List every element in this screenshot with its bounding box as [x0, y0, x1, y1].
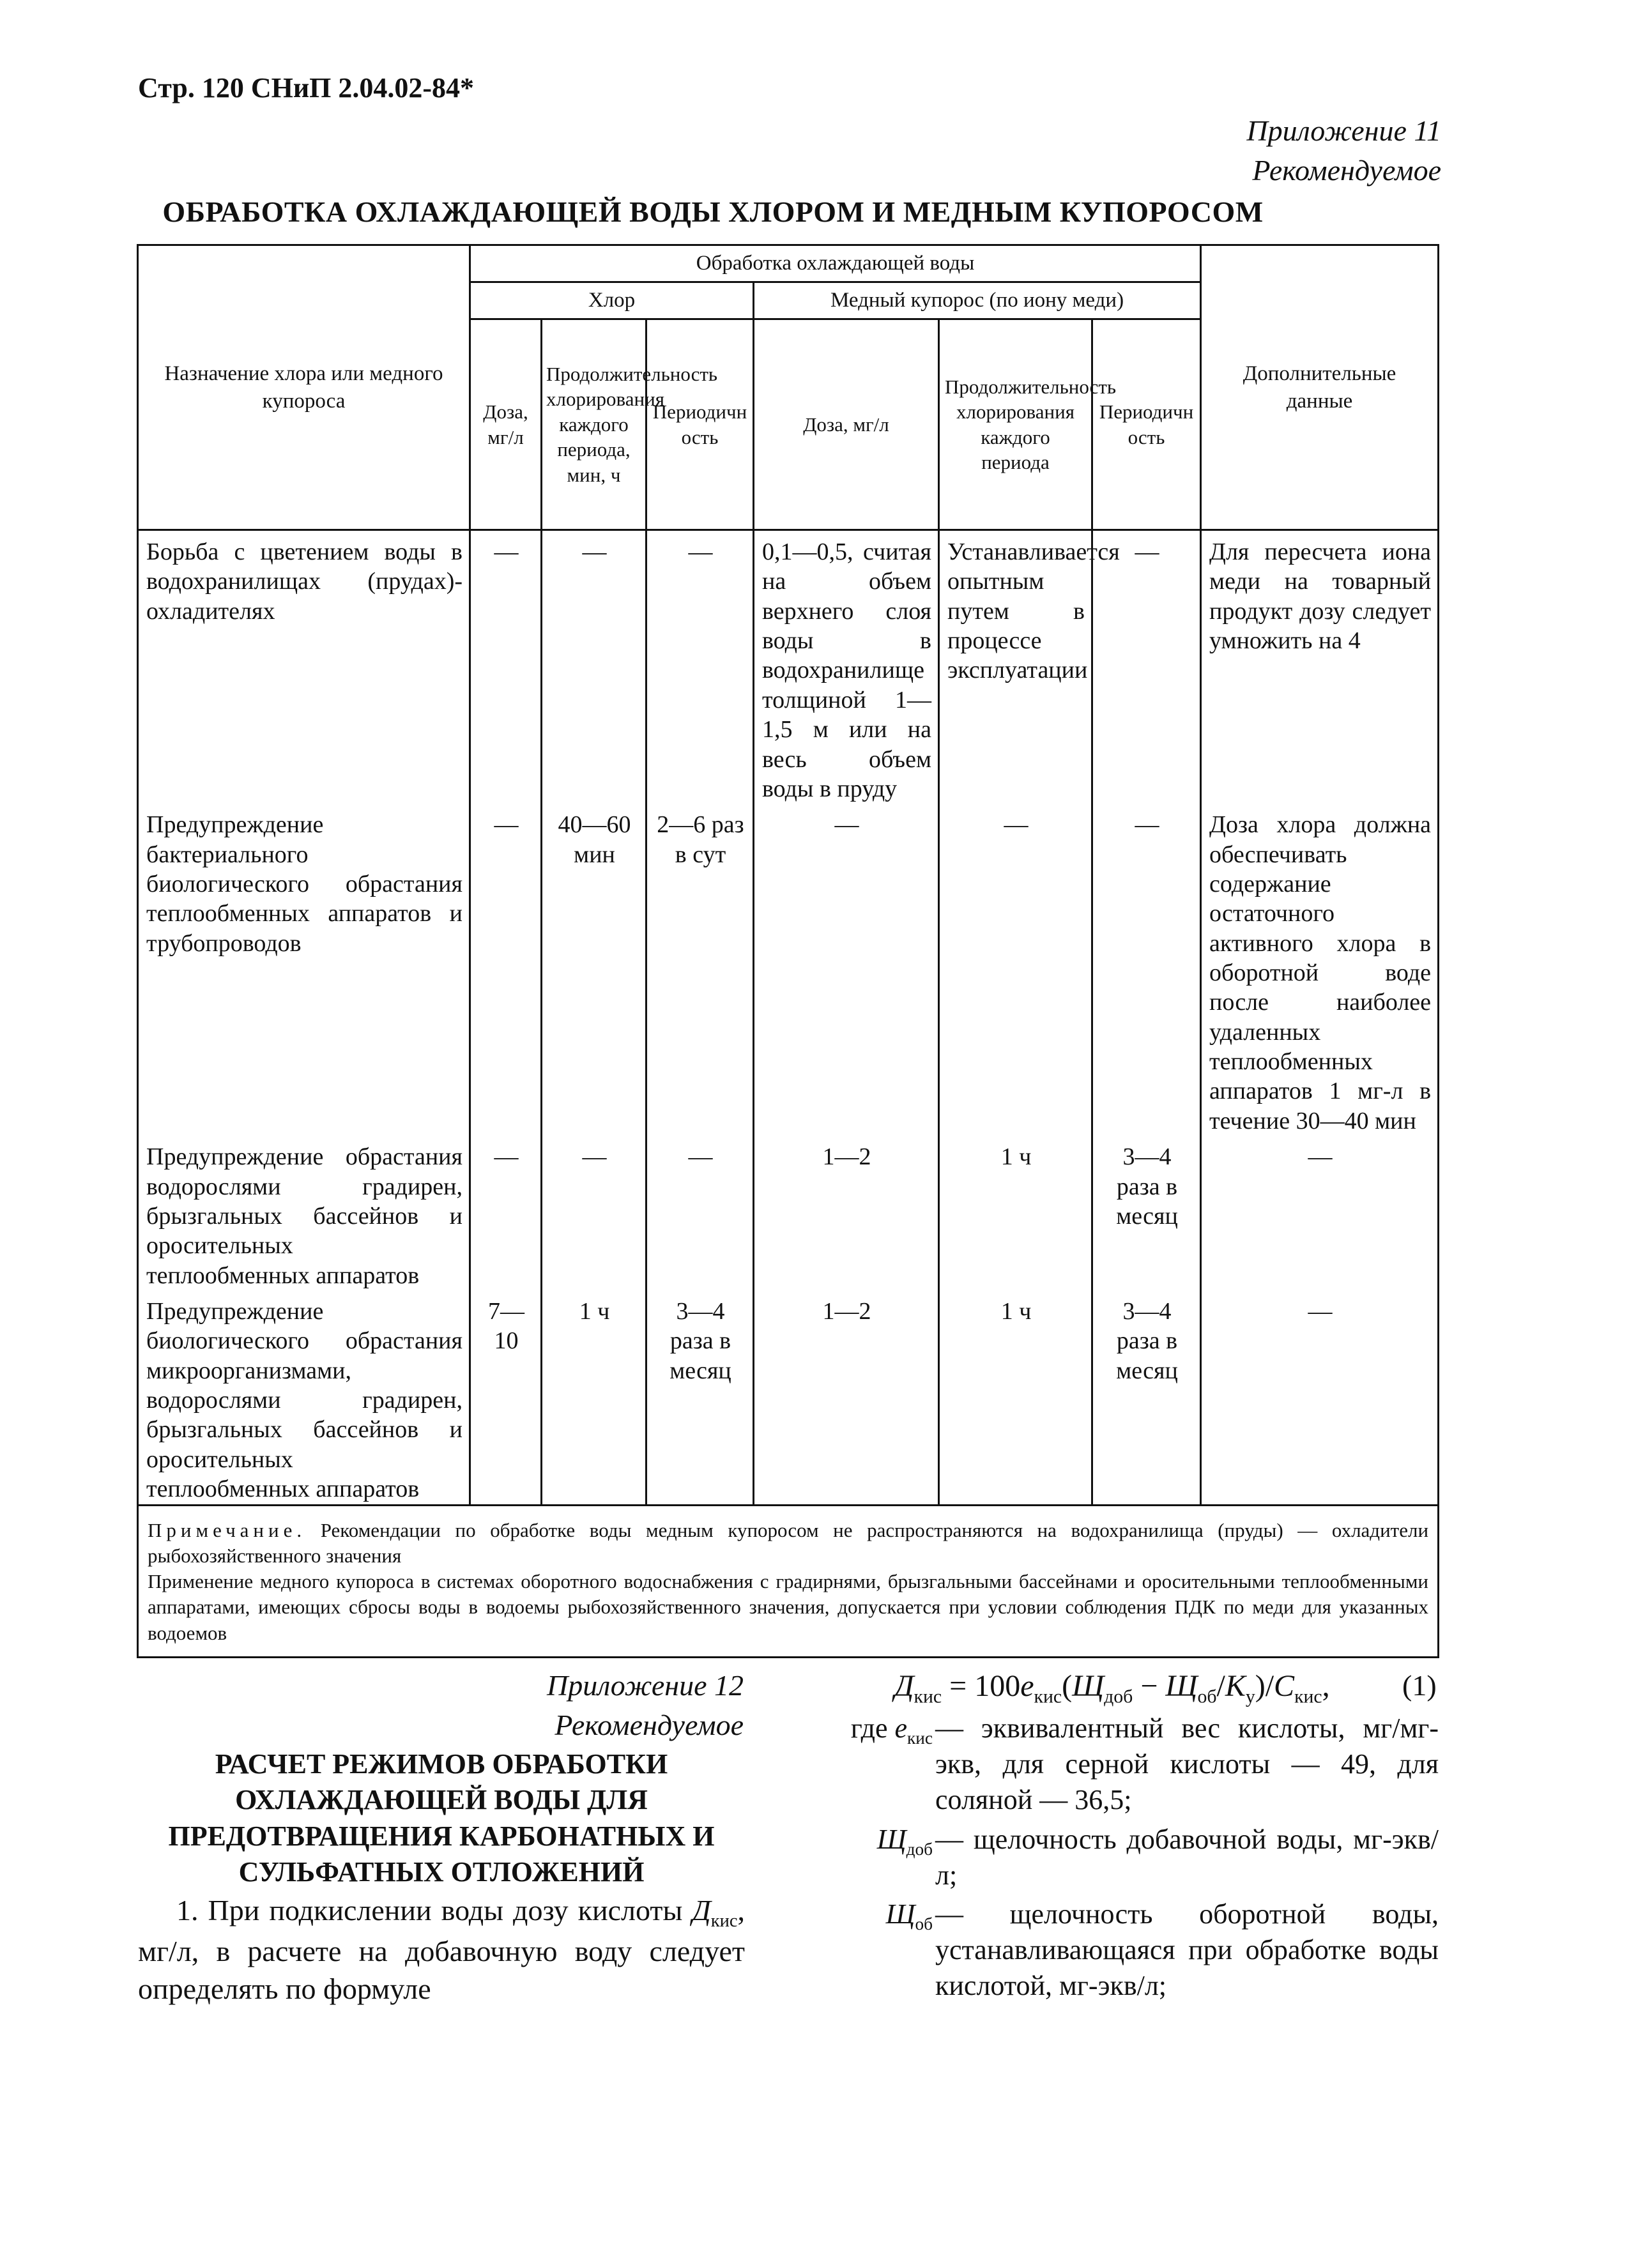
table-row [138, 1290, 1439, 1505]
row-1-purpose: Борьба с цветением воды в водохранилищах (прудах)-охладителях [138, 530, 470, 804]
row-1-extra: Для пересчета иона меди на товарный продукт дозу следует умножить на 4 [1201, 530, 1439, 804]
header-cl-duration: Продолжительность хлорирования каждого периода, мин, ч [542, 319, 646, 530]
appendix-12-number: Приложение 12 [546, 1669, 744, 1702]
header-cl-dose: Доза, мг/л [470, 319, 542, 530]
row-3-cl-dose: — [470, 1136, 542, 1290]
row-3-cl-duration: — [542, 1136, 646, 1290]
note-text-1: Рекомендации по обработке воды медным купоросом не распространяются на водохранилища (пруды) — охладители рыбохозяйственного значения [148, 1518, 1429, 1567]
row-2-cl-dose: — [470, 804, 542, 1136]
row-1-cu-period: — [1092, 530, 1201, 804]
row-3-purpose: Предупреждение обрастания водорослями градирен, брызгальных бассейнов и оросительных теплообменных аппаратов [138, 1136, 470, 1290]
row-3-cu-duration: 1 ч [939, 1136, 1092, 1290]
appendix-12-title: РАСЧЕТ РЕЖИМОВ ОБРАБОТКИ ОХЛАЖДАЮЩЕЙ ВОДЫ ДЛЯ ПРЕДОТВРАЩЕНИЯ КАРБОНАТНЫХ И СУЛЬФАТНЫХ ОТЛОЖЕНИЙ [168, 1748, 715, 1888]
header-group: Обработка охлаждающей воды [470, 245, 1201, 282]
note-label: Примечание. [148, 1518, 307, 1541]
header-cl-period: Периодичность [646, 319, 754, 530]
row-3-cl-period: — [646, 1136, 754, 1290]
row-1-cl-dose: — [470, 530, 542, 804]
row-4-cu-duration: 1 ч [939, 1290, 1092, 1505]
row-2-cl-duration: 40—60 мин [542, 804, 646, 1136]
page-header: Стр. 120 СНиП 2.04.02-84* [138, 72, 475, 103]
row-2-cu-period: — [1092, 804, 1201, 1136]
appendix-11-number: Приложение 11 [1246, 114, 1441, 147]
table-row [138, 1136, 1439, 1290]
definition-item: где $e_{кис}$ — эквивалентный вес кислоты, мг/мг-экв, для серной кислоты — 49, для соляной — 36,5; [850, 1713, 1439, 1815]
row-3-cu-period: 3—4 раза в месяц [1092, 1136, 1201, 1290]
row-4-purpose: Предупреждение биологического обрастания микроорганизмами, водорослями градирен, брызгальных бассейнов и оросительных теплообменных аппаратов [138, 1290, 470, 1505]
header-extra: Дополнительные данные [1201, 245, 1439, 530]
table-row [138, 530, 1439, 804]
definition-item: $Щ_{доб}$ — щелочность добавочной воды, мг-экв/л; [876, 1823, 1439, 1891]
appendix-11-title: ОБРАБОТКА ОХЛАЖДАЮЩЕЙ ВОДЫ ХЛОРОМ И МЕДНЫМ КУПОРОСОМ [162, 195, 1264, 228]
row-4-cl-dose: 7—10 [470, 1290, 542, 1505]
formula-number: (1) [1402, 1669, 1437, 1702]
definition-item: $Щ_{об}$ — щелочность оборотной воды, устанавливающаяся при обработке воды кислотой, мг-экв/л; [885, 1898, 1439, 2002]
row-2-cl-period: 2—6 раз в сут [646, 804, 754, 1136]
appendix-11-status: Рекомендуемое [1252, 154, 1441, 187]
header-cu-duration: Продолжительность хлорирования каждого периода [939, 319, 1092, 530]
row-2-cu-duration: — [939, 804, 1092, 1136]
row-2-cu-dose: — [754, 804, 939, 1136]
row-3-extra: — [1201, 1136, 1439, 1290]
header-cu-dose: Доза, мг/л [754, 319, 939, 530]
row-1-cl-duration: — [542, 530, 646, 804]
note-text-2: Применение медного купороса в системах оборотного водоснабжения с градирнями, брызгальными бассейнами и оросительными теплообменными аппаратами, имеющих сбросы воды в водоемы рыбохозяйственного значения, допускается при условии соблюдения ПДК по меди для указанных водоемов [148, 1570, 1429, 1644]
row-4-cl-duration: 1 ч [542, 1290, 646, 1505]
header-copper: Медный купорос (по иону меди) [754, 282, 1201, 319]
header-cu-period: Периодичность [1092, 319, 1201, 530]
treatment-table [137, 244, 1439, 1658]
row-1-cl-period: — [646, 530, 754, 804]
row-4-extra: — [1201, 1290, 1439, 1505]
table-row [138, 804, 1439, 1136]
header-chlorine: Хлор [470, 282, 754, 319]
formula-1: $Д_{кис} = 100e_{кис}(Щ_{доб} - Щ_{об}/K_у)/C_{кис}$, [894, 1669, 1330, 1707]
row-1-cu-duration: Устанавливается опытным путем в процессе эксплуатации [939, 530, 1092, 804]
header-purpose: Назначение хлора или медного купороса [138, 245, 470, 530]
row-4-cu-period: 3—4 раза в месяц [1092, 1290, 1201, 1505]
row-2-extra: Доза хлора должна обеспечивать содержание остаточного активного хлора в оборотной воде после наиболее удаленных теплообменных аппаратов 1 мг-л в течение 30—40 мин [1201, 804, 1439, 1136]
row-2-purpose: Предупреждение бактериального биологического обрастания теплообменных аппаратов и трубопроводов [138, 804, 470, 1136]
row-4-cu-dose: 1—2 [754, 1290, 939, 1505]
definitions-list [792, 1711, 1439, 2008]
appendix-12-status: Рекомендуемое [554, 1709, 744, 1741]
table-note [138, 1505, 1439, 1657]
row-4-cl-period: 3—4 раза в месяц [646, 1290, 754, 1505]
row-1-cu-dose: 0,1—0,5, считая на объем верхнего слоя воды в водохранилище толщиной 1—1,5 м или на весь объем воды в пруду [754, 530, 939, 804]
paragraph-1: 1. При подкислении воды дозу кислоты $Д_{кис}$, мг/л, в расчете на добавочную воду следует определять по формуле [138, 1894, 745, 2005]
row-3-cu-dose: 1—2 [754, 1136, 939, 1290]
